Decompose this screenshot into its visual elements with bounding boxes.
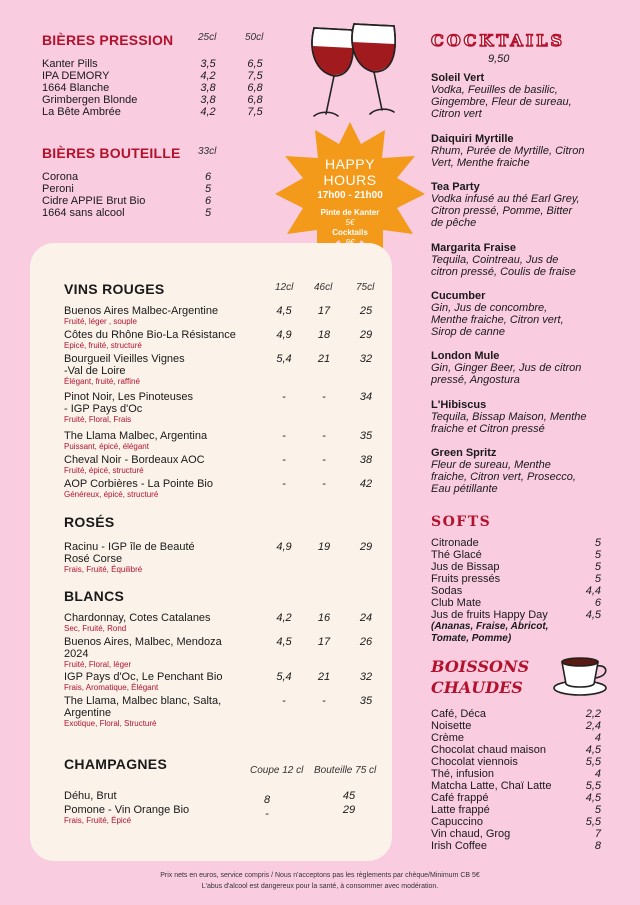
bottle-beer-price: 6	[204, 171, 212, 183]
col-header-25cl: 25cl	[198, 32, 217, 43]
hot-drink-price: 8	[594, 840, 601, 852]
section-title-blancs: BLANCS	[64, 588, 125, 604]
soft-drink-name: Sodas	[431, 585, 463, 597]
cocktail-description: fraiche et Citron pressé	[431, 423, 545, 435]
cocktail-description: citron pressé, Coulis de fraise	[431, 266, 576, 278]
chaudes-title-line1: BOISSONS	[431, 657, 530, 676]
section-title-champagnes: CHAMPAGNES	[64, 756, 168, 772]
beer-price-25cl: 4,2	[200, 70, 216, 82]
wine-price: -	[282, 695, 286, 707]
wine-name: Racinu - IGP île de Beauté	[64, 541, 195, 553]
section-title-boissons-chaudes	[431, 656, 529, 698]
wine-price: 4,5	[276, 636, 292, 648]
cocktail-description: Vodka infusé au thé Earl Grey,	[431, 193, 580, 205]
cocktails-price: 9,50	[488, 53, 510, 65]
wine-price: 16	[317, 612, 331, 624]
hot-drink-price: 5,5	[585, 780, 601, 792]
beer-price-50cl: 6,5	[247, 58, 263, 70]
cocktail-description: Fleur de sureau, Menthe	[431, 459, 551, 471]
wine-name: - IGP Pays d'Oc	[64, 403, 143, 415]
soft-drink-name: Club Mate	[431, 597, 482, 609]
softs-note-line1: (Ananas, Fraise, Abricot,	[431, 621, 549, 632]
wine-name: Rosé Corse	[64, 553, 123, 565]
cocktail-description: Citron pressé, Pomme, Bitter	[431, 205, 573, 217]
soft-drink-name: Thé Glacé	[431, 549, 482, 561]
cocktail-description: Sirop de canne	[431, 326, 505, 338]
wine-price: 18	[317, 329, 331, 341]
wine-price: 38	[359, 454, 373, 466]
soft-drink-price: 4,4	[585, 585, 601, 597]
wine-price: 35	[359, 430, 373, 442]
wine-name: The Llama, Malbec blanc, Salta,	[64, 695, 222, 707]
hot-drink-row	[431, 744, 601, 756]
wine-price: 32	[359, 671, 373, 683]
wine-price: 25	[359, 305, 373, 317]
wine-price: 17	[317, 305, 331, 317]
wine-glasses-icon	[300, 16, 405, 126]
cocktail-name: Tea Party	[431, 181, 480, 193]
hot-drink-name: Capuccino	[431, 816, 483, 828]
section-title-softs: SOFTS	[431, 514, 492, 530]
wine-price: 4,5	[276, 305, 292, 317]
happy-hours-time: 17h00 - 21h00	[317, 190, 383, 201]
cocktail-name: Green Spritz	[431, 447, 497, 459]
section-title-vins-rouges: VINS ROUGES	[64, 281, 165, 297]
wine-tasting-notes: Exotique, Floral, Structuré	[64, 719, 157, 728]
soft-drink-row	[431, 609, 601, 621]
hot-drink-price: 4,5	[585, 744, 601, 756]
wine-price: 19	[317, 541, 331, 553]
wine-price: 4,2	[276, 612, 292, 624]
cocktail-description: Tequila, Cointreau, Jus de	[431, 254, 559, 266]
wine-price: 29	[359, 541, 373, 553]
cocktail-name: Cucumber	[431, 290, 486, 302]
hot-drink-row	[431, 732, 601, 744]
wine-tasting-notes: Fruité, léger , souple	[64, 317, 137, 326]
footer-line-2: L'abus d'alcool est dangereux pour la santé, à consommer avec modération.	[201, 883, 439, 890]
wine-price: 24	[359, 612, 373, 624]
wine-price: 29	[359, 329, 373, 341]
bottle-beer-name: Cidre APPIE Brut Bio	[42, 195, 146, 207]
wine-tasting-notes: Fruité, épicé, structuré	[64, 466, 144, 475]
wine-price: -	[282, 430, 286, 442]
cocktail-description: Menthe fraiche, Citron vert,	[431, 314, 564, 326]
hot-drink-price: 4	[594, 768, 601, 780]
chaudes-title-line2: CHAUDES	[431, 678, 523, 697]
beer-price-25cl: 3,8	[200, 82, 216, 94]
bottle-beer-price: 5	[204, 183, 212, 195]
beer-name: 1664 Blanche	[42, 82, 110, 94]
soft-drink-price: 4,5	[585, 609, 601, 621]
hot-drink-name: Latte frappé	[431, 804, 490, 816]
champagne-tasting-notes: Frais, Fruité, Épicé	[64, 816, 132, 825]
wine-name: Cheval Noir - Bordeaux AOC	[64, 454, 205, 466]
wine-price: 42	[359, 478, 373, 490]
wine-name: Buenos Aires, Malbec, Mendoza	[64, 636, 222, 648]
bottle-beer-name: 1664 sans alcool	[42, 207, 125, 219]
col-header-50cl: 50cl	[245, 32, 264, 43]
wine-price: 21	[317, 353, 331, 365]
soft-drink-price: 5	[594, 549, 601, 561]
soft-drink-row	[431, 573, 601, 585]
happy-title-line2: HOURS	[323, 172, 377, 188]
hot-drink-price: 7	[594, 828, 601, 840]
champ-col-header-coupe: Coupe 12 cl	[250, 765, 304, 776]
wine-tasting-notes: Puissant, épicé, élégant	[64, 442, 149, 451]
soft-drink-name: Jus de Bissap	[431, 561, 500, 573]
hot-drink-price: 2,4	[585, 720, 601, 732]
bottle-beer-name: Peroni	[42, 183, 74, 195]
champagne-price-coupe: 8	[263, 794, 271, 806]
wine-price: -	[282, 454, 286, 466]
hot-drink-row	[431, 720, 601, 732]
hot-drink-row	[431, 792, 601, 804]
cocktail-name: Margarita Fraise	[431, 242, 516, 254]
section-title-bieres-pression: BIÈRES PRESSION	[42, 32, 174, 48]
champagne-name: Déhu, Brut	[64, 790, 117, 802]
champagne-price-bouteille: 29	[342, 804, 356, 816]
wine-col-header-46cl: 46cl	[314, 282, 333, 293]
cocktail-description: Rhum, Purée de Myrtille, Citron	[431, 145, 585, 157]
soft-drink-row	[431, 549, 601, 561]
wine-price: -	[322, 454, 326, 466]
wine-tasting-notes: Élégant, fruité, raffiné	[64, 377, 140, 386]
wine-name: IGP Pays d'Oc, Le Penchant Bio	[64, 671, 223, 683]
wine-price: -	[322, 391, 326, 403]
section-title-cocktails: COCKTAILS	[431, 31, 566, 50]
hot-drink-name: Crème	[431, 732, 465, 744]
wine-price: -	[322, 478, 326, 490]
hot-drink-price: 5,5	[585, 816, 601, 828]
champagne-name: Pomone - Vin Orange Bio	[64, 804, 190, 816]
softs-note-line2: Tomate, Pomme)	[431, 633, 512, 644]
col-header-33cl: 33cl	[198, 146, 217, 157]
happy-title-line1: HAPPY	[325, 156, 375, 172]
bottle-beer-name: Corona	[42, 171, 79, 183]
wine-name: AOP Corbières - La Pointe Bio	[64, 478, 213, 490]
wine-name: Argentine	[64, 707, 112, 719]
wine-name: -Val de Loire	[64, 365, 126, 377]
beer-price-50cl: 7,5	[247, 70, 263, 82]
wine-price: 5,4	[276, 353, 292, 365]
wine-name: Bourgueil Vieilles Vignes	[64, 353, 185, 365]
hot-drink-price: 5	[594, 804, 601, 816]
beer-name: Kanter Pills	[42, 58, 98, 70]
bottle-beer-price: 6	[204, 195, 212, 207]
hot-drink-row	[431, 816, 601, 828]
hot-drink-row	[431, 756, 601, 768]
cocktail-description: pressé, Angostura	[431, 374, 520, 386]
wine-price: 21	[317, 671, 331, 683]
champ-col-header-bouteille: Bouteille 75 cl	[314, 765, 377, 776]
wine-name: 2024	[64, 648, 89, 660]
wine-name: Chardonnay, Cotes Catalanes	[64, 612, 211, 624]
section-title-roses: ROSÉS	[64, 514, 115, 530]
wine-col-header-12cl: 12cl	[275, 282, 294, 293]
hot-drink-price: 2,2	[585, 708, 601, 720]
hot-drink-name: Café, Déca	[431, 708, 487, 720]
wine-tasting-notes: Fruité, Floral, léger	[64, 660, 132, 669]
soft-drink-name: Jus de fruits Happy Day	[431, 609, 548, 621]
wine-name: Pinot Noir, Les Pinoteuses	[64, 391, 194, 403]
beer-price-50cl: 7,5	[247, 106, 263, 118]
footer-line-1: Prix nets en euros, service compris / Nous n'acceptons pas les règlements par chèque/Minimum CB 5€	[160, 872, 480, 879]
wine-name: Côtes du Rhône Bio-La Résistance	[64, 329, 236, 341]
beer-price-25cl: 4,2	[200, 106, 216, 118]
cocktail-description: Gin, Ginger Beer, Jus de citron	[431, 362, 582, 374]
soft-drink-price: 5	[594, 573, 601, 585]
wine-tasting-notes: Sec, Fruité, Rond	[64, 624, 127, 633]
wine-price: 4,9	[276, 329, 292, 341]
hot-drink-name: Thé, infusion	[431, 768, 494, 780]
cocktail-name: Soleil Vert	[431, 72, 485, 84]
hot-drink-row	[431, 780, 601, 792]
wine-price: 34	[359, 391, 373, 403]
cocktail-description: fraiche, Citron vert, Prosecco,	[431, 471, 576, 483]
wine-price: 26	[359, 636, 373, 648]
wine-price: 32	[359, 353, 373, 365]
cocktail-description: Vert, Menthe fraiche	[431, 157, 530, 169]
cocktail-description: Gingembre, Fleur de sureau,	[431, 96, 572, 108]
cocktail-description: de pêche	[431, 217, 477, 229]
beer-price-25cl: 3,8	[200, 94, 216, 106]
wine-tasting-notes: Frais, Fruité, Équilibré	[64, 565, 143, 574]
hot-drink-row	[431, 828, 601, 840]
wine-name: The Llama Malbec, Argentina	[64, 430, 208, 442]
hot-drink-name: Vin chaud, Grog	[431, 828, 511, 840]
happy-offer-pinte-price: 5€	[345, 218, 355, 227]
hot-drink-row	[431, 840, 601, 852]
cocktail-description: Gin, Jus de concombre,	[431, 302, 548, 314]
wine-price: 5,4	[276, 671, 292, 683]
soft-drink-row	[431, 537, 601, 549]
wine-price: 17	[317, 636, 331, 648]
softs-jus-note	[431, 621, 548, 645]
soft-drink-name: Citronade	[431, 537, 479, 549]
happy-hours-offers	[275, 208, 425, 248]
hot-drink-row	[431, 804, 601, 816]
cocktail-description: Tequila, Bissap Maison, Menthe	[431, 411, 587, 423]
wine-price: 4,9	[276, 541, 292, 553]
wine-tasting-notes: Généreux, épicé, structuré	[64, 490, 159, 499]
soft-drink-price: 5	[594, 561, 601, 573]
hot-drink-name: Matcha Latte, Chaï Latte	[431, 780, 552, 792]
cocktail-description: Citron vert	[431, 108, 482, 120]
hot-drink-name: Noisette	[431, 720, 472, 732]
wine-name: Buenos Aires Malbec-Argentine	[64, 305, 219, 317]
hot-drink-row	[431, 708, 601, 720]
beer-price-25cl: 3,5	[200, 58, 216, 70]
wine-price: -	[282, 391, 286, 403]
coffee-cup-icon	[552, 652, 614, 698]
happy-offer-pinte: Pinte de Kanter	[320, 208, 380, 217]
soft-drink-row	[431, 597, 601, 609]
cocktail-name: London Mule	[431, 350, 500, 362]
cocktail-description: Eau pétillante	[431, 483, 498, 495]
champagne-price-bouteille: 45	[342, 790, 356, 802]
hot-drink-name: Irish Coffee	[431, 840, 488, 852]
hot-drink-price: 4,5	[585, 792, 601, 804]
cocktail-description: Vodka, Feuilles de basilic,	[431, 84, 558, 96]
beer-name: Grimbergen Blonde	[42, 94, 138, 106]
soft-drink-row	[431, 585, 601, 597]
section-title-bieres-bouteille: BIÈRES BOUTEILLE	[42, 145, 181, 161]
soft-drink-price: 6	[594, 597, 601, 609]
soft-drink-price: 5	[594, 537, 601, 549]
beer-name: IPA DEMORY	[42, 70, 110, 82]
wine-tasting-notes: Epicé, fruité, structuré	[64, 341, 142, 350]
bottle-beer-price: 5	[204, 207, 212, 219]
hot-drink-name: Café frappé	[431, 792, 489, 804]
wine-price: -	[322, 695, 326, 707]
cocktail-name: L'Hibiscus	[431, 399, 487, 411]
beer-name: La Bête Ambrée	[42, 106, 121, 118]
hot-drink-name: Chocolat chaud maison	[431, 744, 546, 756]
hot-drink-price: 4	[594, 732, 601, 744]
hot-drink-price: 5,5	[585, 756, 601, 768]
wine-tasting-notes: Frais, Aromatique, Élégant	[64, 683, 159, 692]
wine-col-header-75cl: 75cl	[356, 282, 375, 293]
soft-drink-name: Fruits pressés	[431, 573, 501, 585]
wine-tasting-notes: Fruité, Floral, Frais	[64, 415, 132, 424]
wine-price: 35	[359, 695, 373, 707]
wine-price: -	[322, 430, 326, 442]
happy-hours-title	[275, 156, 425, 188]
beer-price-50cl: 6,8	[247, 94, 263, 106]
beer-price-50cl: 6,8	[247, 82, 263, 94]
soft-drink-row	[431, 561, 601, 573]
champagne-price-coupe: -	[265, 808, 269, 820]
happy-offer-cocktails: Cocktails	[332, 228, 368, 237]
cocktail-name: Daiquiri Myrtille	[431, 133, 514, 145]
hot-drink-name: Chocolat viennois	[431, 756, 518, 768]
wine-price: -	[282, 478, 286, 490]
hot-drink-row	[431, 768, 601, 780]
